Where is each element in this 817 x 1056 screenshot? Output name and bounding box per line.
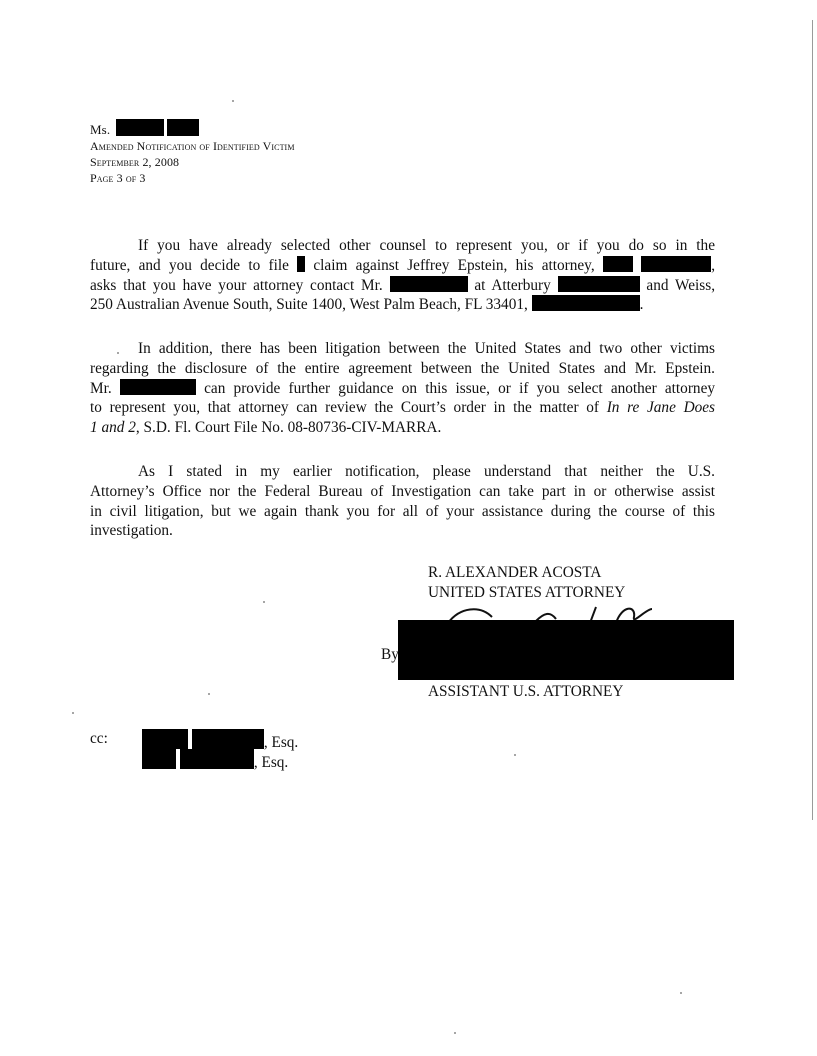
text-run: and Weiss,	[646, 276, 716, 294]
paragraph-line: Attorney’s Office nor the Federal Bureau of Investigation can take part in or otherwise assist	[90, 482, 715, 500]
scan-speck	[680, 992, 682, 994]
paragraph-closing	[90, 462, 715, 541]
cc-recipient	[142, 749, 288, 773]
page-number-line: Page 3 of 3	[90, 171, 146, 185]
subject-line: Amended Notification of Identified Victim	[90, 139, 295, 153]
signer-title: UNITED STATES ATTORNEY	[428, 584, 626, 601]
paragraph-line: in civil litigation, but we again thank you for all of your assistance during the course of this	[90, 502, 715, 520]
text-run: future, and you decide to file	[90, 256, 289, 274]
scan-speck	[232, 100, 234, 102]
redaction-bar	[641, 256, 711, 272]
redacted-signature	[398, 620, 734, 680]
date-line: September 2, 2008	[90, 155, 180, 169]
redaction-bar	[142, 729, 188, 749]
redaction-bar	[120, 379, 196, 395]
redaction-bar	[532, 295, 640, 311]
text-run: .	[639, 296, 644, 314]
text-run: , Esq.	[263, 734, 299, 751]
page-edge-line	[812, 20, 813, 820]
text-run: at Atterbury	[474, 276, 551, 294]
paragraph-line: investigation.	[90, 522, 173, 540]
paragraph-line	[90, 276, 715, 296]
scan-speck	[208, 693, 210, 695]
redaction-bar	[558, 276, 640, 292]
text-run: , Esq.	[253, 754, 289, 771]
by-label: By	[381, 646, 399, 663]
text-run: 250 Australian Avenue South, Suite 1400, West Palm Beach, FL 33401,	[90, 296, 528, 314]
paragraph-line: If you have already selected other counsel to represent you, or if you do so in the	[138, 237, 715, 254]
paragraph-counsel	[90, 236, 715, 315]
case-name-italic: 1 and 2	[90, 419, 136, 437]
text-run: , S.D. Fl. Court File No. 08-80736-CIV-MARRA.	[135, 419, 442, 437]
text-run: ,	[711, 256, 716, 274]
signer-name: R. ALEXANDER ACOSTA	[428, 564, 602, 581]
assistant-title: ASSISTANT U.S. ATTORNEY	[428, 683, 624, 700]
case-name-italic: In re Jane Does	[606, 399, 716, 417]
redaction-bar	[167, 119, 199, 136]
text-run: can provide further guidance on this issue, or if you select another attorney	[204, 379, 716, 397]
paragraph-line	[90, 256, 715, 276]
text-run: to represent you, that attorney can review the Court’s order in the matter of	[90, 399, 599, 417]
redaction-bar	[390, 276, 468, 292]
scan-speck	[454, 1032, 456, 1034]
text-run: claim against Jeffrey Epstein, his attorney,	[313, 256, 595, 274]
redaction-bar	[180, 749, 254, 769]
redaction-bar	[142, 749, 176, 769]
recipient-prefix: Ms.	[90, 122, 111, 137]
scan-speck	[117, 352, 119, 354]
recipient-line	[90, 119, 295, 138]
redaction-bar	[603, 256, 633, 272]
paragraph-line	[90, 295, 715, 315]
paragraph-line	[90, 418, 715, 438]
paragraph-line	[90, 379, 715, 399]
redaction-bar	[297, 256, 305, 272]
signature-block	[428, 563, 625, 603]
paragraph-line	[90, 398, 715, 418]
scan-speck	[514, 754, 516, 756]
scan-speck	[263, 601, 265, 603]
paragraph-line: In addition, there has been litigation between the United States and two other victims	[138, 340, 715, 357]
redaction-bar	[192, 729, 264, 749]
scan-speck	[72, 712, 74, 714]
paragraph-line: As I stated in my earlier notification, please understand that neither the U.S.	[138, 463, 715, 480]
redaction-bar	[116, 119, 164, 136]
text-run: Mr.	[90, 379, 112, 397]
paragraph-line: regarding the disclosure of the entire agreement between the United States and Mr. Epstein.	[90, 359, 715, 377]
paragraph-litigation	[90, 339, 715, 438]
cc-label: cc:	[90, 730, 108, 747]
letter-header	[90, 119, 295, 186]
text-run: asks that you have your attorney contact Mr.	[90, 276, 383, 294]
